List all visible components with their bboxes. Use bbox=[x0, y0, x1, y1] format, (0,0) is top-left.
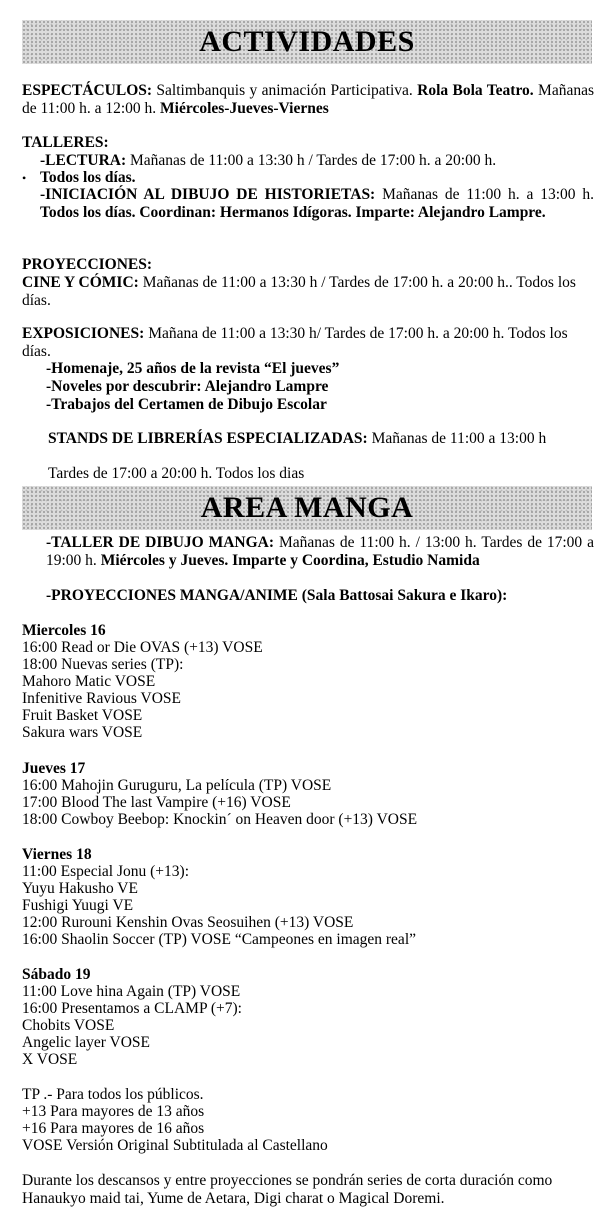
espectaculos-days: Miércoles-Jueves-Viernes bbox=[160, 99, 329, 117]
schedule-line: 16:00 Mahojin Guruguru, La película (TP) VOSE bbox=[22, 777, 332, 794]
stands-label: STANDS DE LIBRERÍAS ESPECIALIZADAS: bbox=[48, 430, 368, 447]
stands-text: Mañanas de 11:00 a 13:00 h bbox=[367, 430, 547, 447]
proyecciones-title: PROYECCIONES: bbox=[22, 256, 153, 273]
proyecciones-manga: -PROYECCIONES MANGA/ANIME (Sala Battosai Sakura e Ikaro): bbox=[46, 587, 508, 604]
schedule-line: 17:00 Blood The last Vampire (+16) VOSE bbox=[22, 794, 291, 811]
schedule-line: Infenitive Ravious VOSE bbox=[22, 690, 182, 707]
taller-manga-bold: Miércoles y Jueves. Imparte y Coordina, Estudio Namida bbox=[100, 551, 480, 569]
schedule-line: Fushigi Yuugi VE bbox=[22, 897, 134, 914]
exposicion-item: -Noveles por descubrir: Alejandro Lampre bbox=[46, 378, 329, 395]
schedule-line: 12:00 Rurouni Kenshin Ovas Seosuihen (+13) VOSE bbox=[22, 914, 354, 931]
schedule-line: 16:00 Shaolin Soccer (TP) VOSE “Campeones en imagen real” bbox=[22, 931, 417, 948]
schedule-line: Chobits VOSE bbox=[22, 1017, 115, 1034]
lectura-days: Todos los días. bbox=[40, 169, 136, 186]
lectura-line bbox=[40, 152, 594, 170]
day-title: Jueves 17 bbox=[22, 760, 86, 777]
cine-label: CINE Y CÓMIC: bbox=[22, 274, 139, 291]
talleres-title: TALLERES: bbox=[22, 134, 109, 151]
area-manga-heading: AREA MANGA bbox=[200, 491, 414, 524]
day-title: Miercoles 16 bbox=[22, 622, 106, 639]
footer-note: Durante los descansos y entre proyecciones se pondrán series de corta duración como Hanaukyo maid tai, Yume de Aetara, Digi charat o Magical Doremi. bbox=[22, 1172, 553, 1207]
stands-paragraph bbox=[48, 430, 594, 448]
espectaculos-label: ESPECTÁCULOS: bbox=[22, 82, 153, 99]
area-manga-header-band bbox=[22, 486, 592, 530]
legend-line: +16 Para mayores de 16 años bbox=[22, 1120, 205, 1137]
schedule-line: 18:00 Nuevas series (TP): bbox=[22, 656, 184, 673]
legend-line: VOSE Versión Original Subtitulada al Castellano bbox=[22, 1137, 328, 1154]
schedule-line: Yuyu Hakusho VE bbox=[22, 880, 138, 897]
taller-manga-text: Mañanas de 11:00 h. / 13:00 h. Tardes de 17:00 a 19:00 h. bbox=[46, 534, 594, 569]
schedule-line: 16:00 Presentamos a CLAMP (+7): bbox=[22, 1000, 242, 1017]
dibujo-text: Mañanas de 11:00 h. a 13:00 h. bbox=[375, 186, 594, 203]
exposiciones-paragraph bbox=[22, 325, 594, 360]
day-title: Viernes 18 bbox=[22, 846, 92, 863]
lectura-text: Mañanas de 11:00 a 13:30 h / Tardes de 17:00 h. a 20:00 h. bbox=[126, 152, 497, 169]
espectaculos-hours: Mañanas de 11:00 h. a 12:00 h. bbox=[22, 82, 595, 117]
bullet-icon: • bbox=[22, 171, 27, 185]
actividades-heading: ACTIVIDADES bbox=[199, 25, 415, 58]
legend-line: TP .- Para todos los públicos. bbox=[22, 1086, 204, 1103]
day-title: Sábado 19 bbox=[22, 966, 91, 983]
lectura-label: -LECTURA: bbox=[40, 152, 127, 169]
schedule-line: Fruit Basket VOSE bbox=[22, 707, 143, 724]
schedule-line: Angelic layer VOSE bbox=[22, 1034, 150, 1051]
dibujo-paragraph bbox=[40, 186, 594, 221]
espectaculos-text: Saltimbanquis y animación Participativa. bbox=[152, 82, 418, 99]
espectaculos-company: Rola Bola Teatro. bbox=[417, 82, 534, 99]
schedule-line: 11:00 Love hina Again (TP) VOSE bbox=[22, 983, 241, 1000]
dibujo-bold: Todos los días. Coordinan: Hermanos Idígoras. Imparte: Alejandro Lampre. bbox=[40, 203, 546, 221]
actividades-header-band bbox=[22, 20, 592, 64]
stands-afternoon: Tardes de 17:00 a 20:00 h. Todos los dias bbox=[48, 465, 305, 482]
taller-manga-paragraph bbox=[46, 534, 594, 569]
schedule-line: Mahoro Matic VOSE bbox=[22, 673, 156, 690]
espectaculos-paragraph bbox=[22, 82, 594, 117]
schedule-line: Sakura wars VOSE bbox=[22, 724, 143, 741]
exposiciones-label: EXPOSICIONES: bbox=[22, 325, 145, 342]
schedule-line: 16:00 Read or Die OVAS (+13) VOSE bbox=[22, 639, 263, 656]
dibujo-label: -INICIACIÓN AL DIBUJO DE HISTORIETAS: bbox=[40, 186, 376, 203]
legend-line: +13 Para mayores de 13 años bbox=[22, 1103, 205, 1120]
schedule-line: 11:00 Especial Jonu (+13): bbox=[22, 863, 190, 880]
exposiciones-text: Mañana de 11:00 a 13:30 h/ Tardes de 17:00 h. a 20:00 h. Todos los días. bbox=[22, 325, 568, 360]
cine-text: Mañanas de 11:00 a 13:30 h / Tardes de 17:00 h. a 20:00 h.. Todos los días. bbox=[22, 274, 576, 309]
taller-manga-label: -TALLER DE DIBUJO MANGA: bbox=[46, 534, 275, 551]
exposicion-item: -Trabajos del Certamen de Dibujo Escolar bbox=[46, 396, 327, 413]
schedule-line: X VOSE bbox=[22, 1051, 78, 1068]
schedule-line: 18:00 Cowboy Beebop: Knockin´ on Heaven door (+13) VOSE bbox=[22, 811, 418, 828]
cine-paragraph bbox=[22, 274, 594, 309]
exposicion-item: -Homenaje, 25 años de la revista “El jueves” bbox=[46, 360, 340, 377]
